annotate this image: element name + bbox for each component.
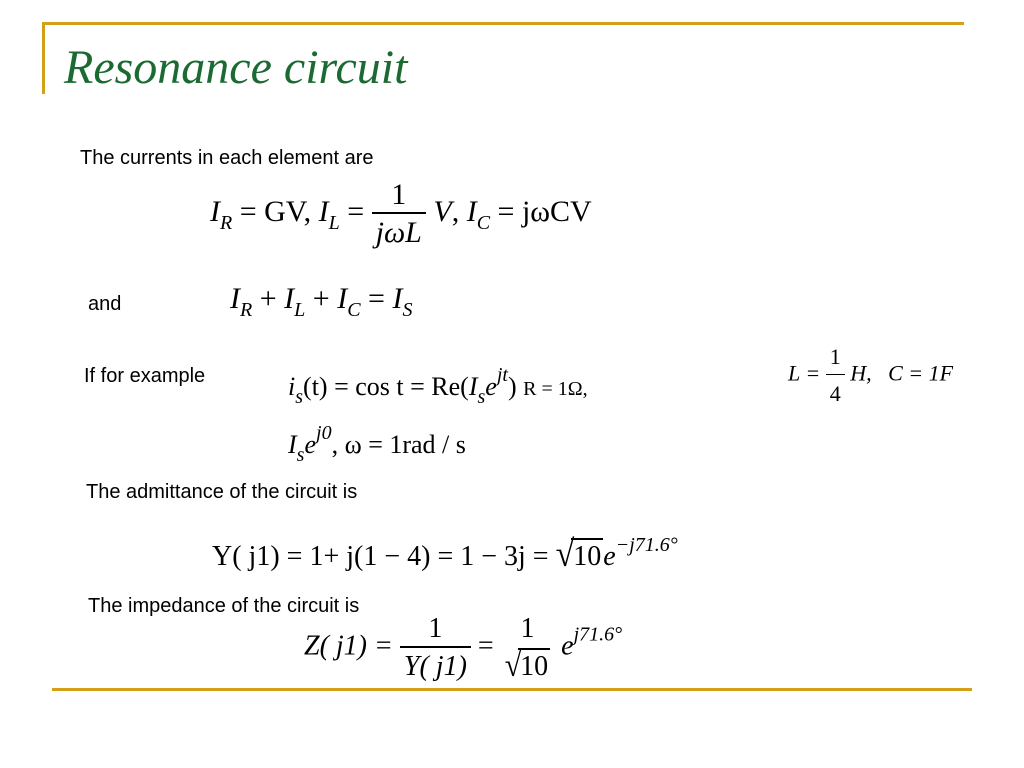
currents-intro-text: The currents in each element are — [80, 147, 374, 169]
admittance-text: The admittance of the circuit is — [86, 481, 358, 503]
fraction-one-quarter: $\frac{1}{4}$ — [826, 340, 845, 411]
slide-frame-top — [42, 22, 964, 25]
example-text: If for example — [84, 365, 206, 387]
fraction-1-over-sqrt10: 1 √10 — [504, 613, 549, 684]
fraction-1-over-jwl: $\frac{1}{\text{jωL}}$ — [372, 178, 426, 250]
equation-source: $i_s(t) = \cos t = Re(I_se^{jt}) R = 1\Omega$, — [288, 364, 588, 408]
equation-impedance: Z( j1) = $\frac{1}{Y( j1)}$ = 1 √10 $e^{j71.6^\circ}$ — [304, 613, 623, 684]
sqrt-10: √10 — [555, 534, 602, 575]
and-text: and — [88, 293, 122, 315]
equation-admittance: Y( $j1) = 1+ j(1 - 4) = 1 - 3j = √10e^{-j71.6^\circ}$ — [212, 534, 678, 575]
slide-frame-left — [42, 22, 45, 94]
slide-frame-bottom — [52, 688, 972, 691]
equation-currents: $I_R$ = GV, $I_L$ = $\frac{1}{\text{jωL}}$ V, $I_C = j\omega CV$ — [210, 178, 592, 249]
slide-title: Resonance circuit — [64, 41, 408, 94]
equation-kcl: $I_R + I_L + I_C = I_S$ — [230, 282, 413, 321]
impedance-text: The impedance of the circuit is — [88, 595, 360, 617]
equation-phasor: $I_se^{j0}$, ω = 1rad / s — [288, 422, 466, 466]
fraction-1-over-y: $\frac{1}{Y( j1)}$ — [400, 612, 471, 684]
equation-component-values: L = $\frac{1}{4}$ H, C = 1F — [788, 340, 953, 411]
